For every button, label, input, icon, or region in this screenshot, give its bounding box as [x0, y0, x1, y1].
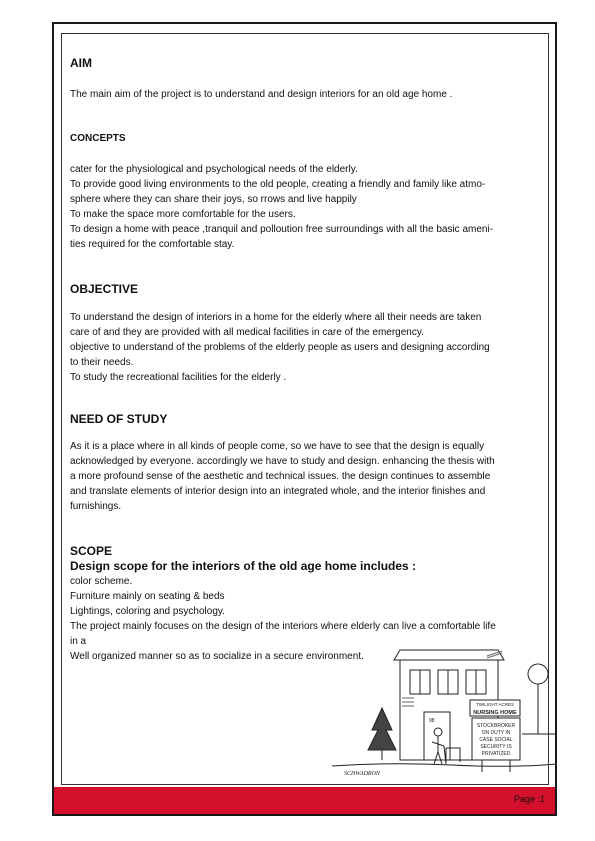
- need-of-study-line: As it is a place where in all kinds of people come, so we have to see that the design is equally: [70, 441, 485, 452]
- document-content: [70, 40, 554, 664]
- concepts-line: To design a home with peace ,tranquil and polloution free surroundings with all the basic ameni-: [70, 224, 494, 235]
- need-of-study-line: and translate elements of interior design into an integrated whole, and the interior finishes and: [70, 486, 486, 497]
- cartoon-signature: SCHWADRON: [344, 771, 380, 777]
- objective-line: to their needs.: [70, 357, 134, 368]
- scope-line: The project mainly focuses on the design of the interiors where elderly can live a comfortable life: [70, 621, 496, 632]
- need-of-study-line: acknowledged by everyone. accordingly we have to study and design. enhancing the thesis with: [70, 456, 495, 467]
- scope-line: in a: [70, 636, 87, 647]
- aim-section: [70, 56, 554, 102]
- objective-body: [70, 310, 554, 385]
- need-of-study-line: a more profound sense of the aesthetic and technical issues. the design continues to assemble: [70, 471, 491, 482]
- concepts-heading: CONCEPTS: [70, 133, 126, 144]
- cartoon-board-line: PRIVATIZED: [481, 751, 511, 757]
- objective-line: care of and they are provided with all medical facilities in care of the emergency.: [70, 327, 424, 338]
- cartoon-door-number: 98: [429, 718, 435, 724]
- scope-heading: SCOPE: [70, 544, 113, 558]
- aim-text: The main aim of the project is to understand and design interiors for an old age home .: [70, 89, 453, 100]
- scope-line: color scheme.: [70, 576, 133, 587]
- objective-heading: OBJECTIVE: [70, 282, 139, 296]
- concepts-line: sphere where they can share their joys, so rrows and live happily: [70, 194, 357, 205]
- objective-line: To study the recreational facilities for the elderly .: [70, 372, 287, 383]
- footer-bar: [54, 787, 555, 814]
- concepts-body: [70, 162, 554, 252]
- scope-line: Lightings, coloring and psychology.: [70, 606, 225, 617]
- objective-line: objective to understand of the problems of the elderly people as users and designing according: [70, 342, 490, 353]
- need-of-study-section: [70, 412, 554, 514]
- need-of-study-line: furnishings.: [70, 501, 122, 512]
- cartoon-board-line: CASE SOCIAL: [479, 737, 513, 743]
- cartoon-board-line: STOCKBROKER: [476, 723, 516, 729]
- cartoon-board-line: SECURITY IS: [480, 744, 512, 750]
- nursing-home-cartoon: [332, 638, 557, 783]
- need-of-study-body: [70, 439, 554, 514]
- scope-line: Furniture mainly on seating & beds: [70, 591, 225, 602]
- objective-line: To understand the design of interiors in a home for the elderly where all their needs are taken: [70, 312, 482, 323]
- need-of-study-heading: NEED OF STUDY: [70, 412, 168, 426]
- objective-section: [70, 282, 554, 385]
- scope-subheading: Design scope for the interiors of the old age home includes :: [70, 559, 417, 573]
- concepts-line: ties required for the comfortable stay.: [70, 239, 235, 250]
- concepts-line: To provide good living environments to the old people, creating a friendly and family like atmo-: [70, 179, 486, 190]
- scope-line: Well organized manner so as to socialize in a secure environment.: [70, 651, 364, 662]
- cartoon-sign-main: NURSING HOME: [473, 710, 517, 716]
- concepts-line: cater for the physiological and psychological needs of the elderly.: [70, 164, 358, 175]
- cartoon-board-line: ON DUTY IN: [481, 730, 511, 736]
- concepts-line: To make the space more comfortable for the users.: [70, 209, 296, 220]
- aim-heading: AIM: [70, 56, 92, 70]
- page-number: Page :1: [513, 794, 545, 804]
- concepts-section: [70, 132, 554, 252]
- cartoon-sign-top: TWILIGHT ACRES: [476, 702, 514, 707]
